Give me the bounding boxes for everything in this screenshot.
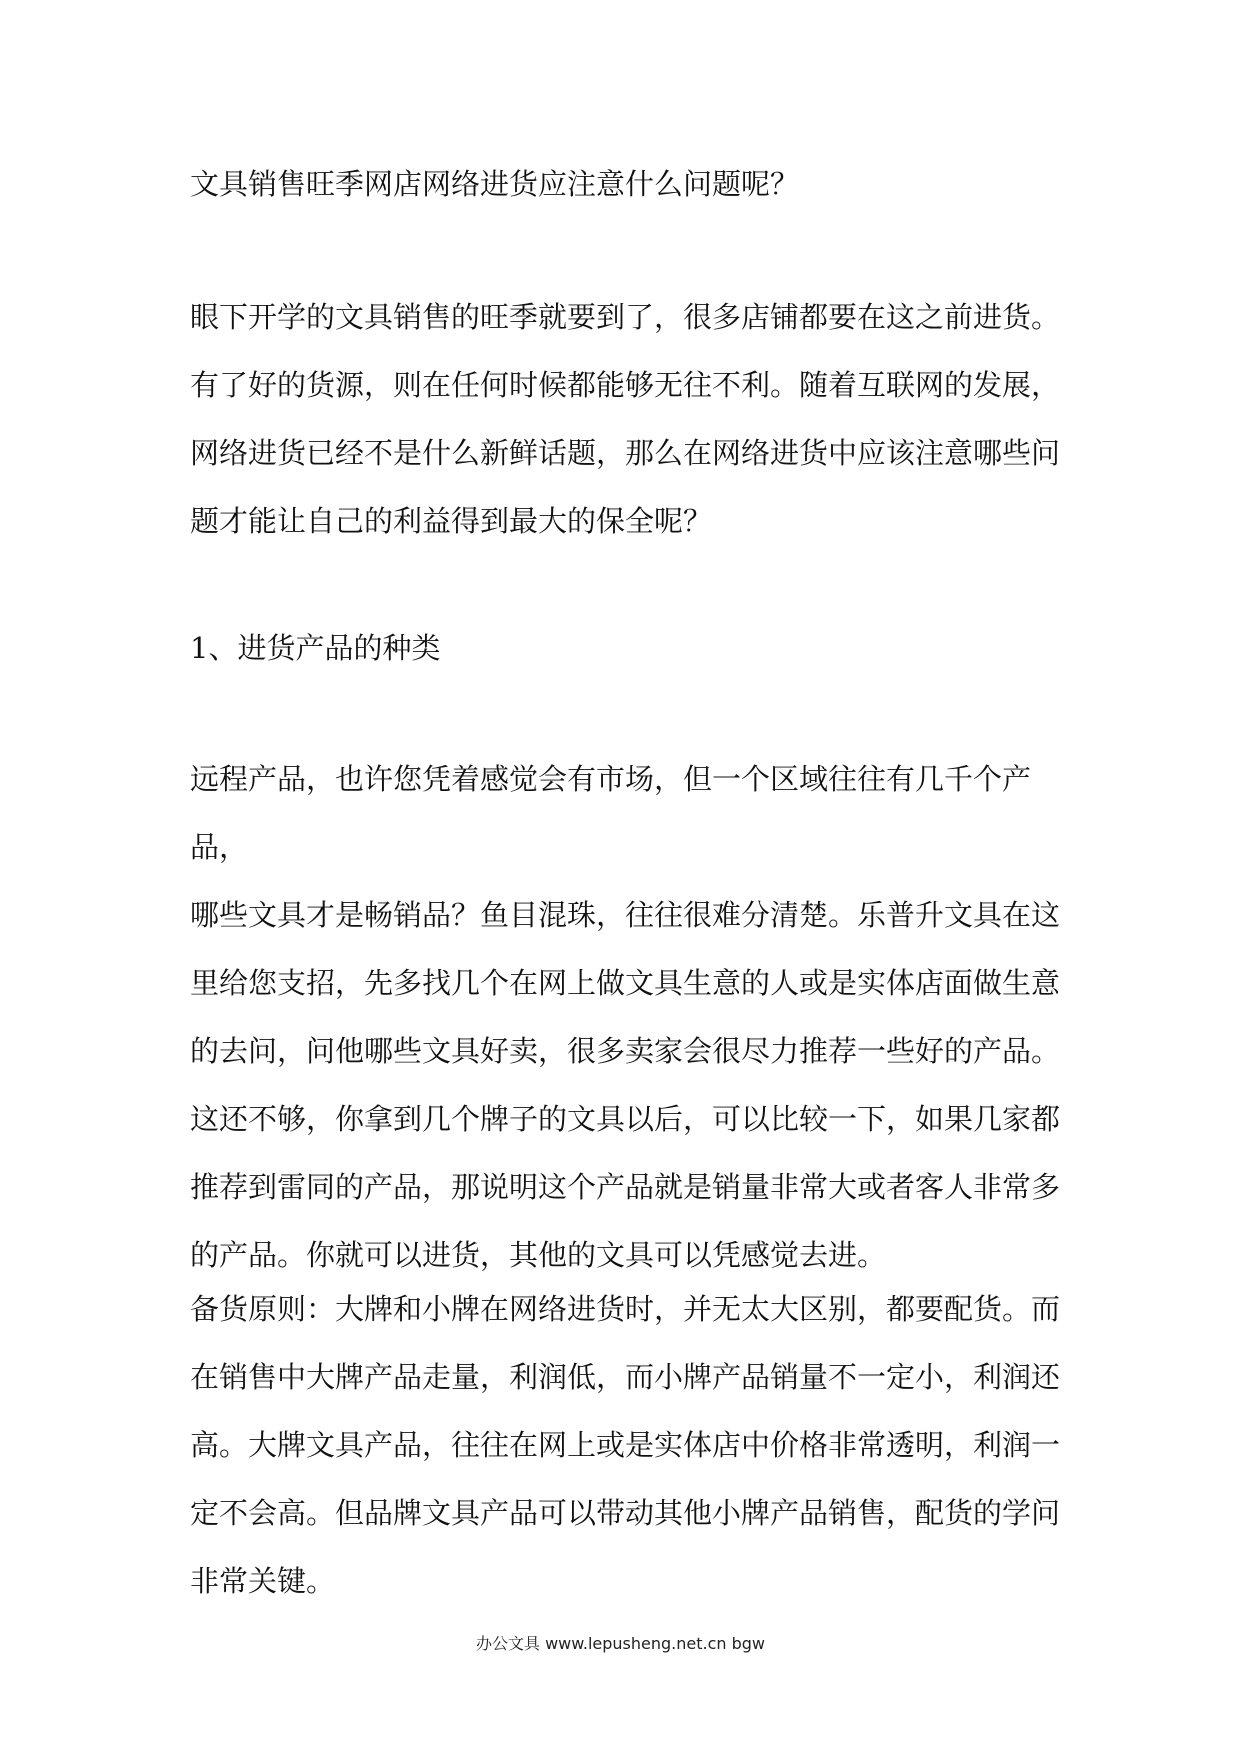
document-title: 文具销售旺季网店网络进货应注意什么问题呢？ xyxy=(190,167,800,201)
paragraph-product-types: 远程产品，也许您凭着感觉会有市场，但一个区域往往有几千个产品， 哪些文具才是畅销品？鱼目混珠，往往很难分清楚。乐普升文具在这 里给您支招，先多找几个在网上做文具生意的人或是实体店面做生意 的去问，问他哪些文具好卖，很多卖家会很尽力推荐一些好的产品。 这还不够，你拿到几个牌子的文具以后，可以比较一下，如果几家都 推荐到雷同的产品，那说明这个产品就是销量非常大或者客人非常多 的产品。你就可以进货，其他的文具可以凭感觉去进。 xyxy=(190,762,1061,1272)
footer-label: 办公文具 xyxy=(475,1634,546,1653)
page-footer xyxy=(0,1634,1241,1654)
section-heading-1: 1、进货产品的种类 xyxy=(190,631,441,665)
footer-url: www.lepusheng.net.cn bgw xyxy=(545,1634,766,1653)
paragraph-intro: 眼下开学的文具销售的旺季就要到了，很多店铺都要在这之前进货。 有了好的货源，则在任何时候都能够无往不利。随着互联网的发展， 网络进货已经不是什么新鲜话题，那么在网络进货中应该注意哪些问 题才能让自己的利益得到最大的保全呢？ xyxy=(190,300,1061,538)
paragraph-stocking-principle: 备货原则：大牌和小牌在网络进货时，并无太大区别，都要配货。而 在销售中大牌产品走量，利润低，而小牌产品销量不一定小，利润还 高。大牌文具产品，往往在网上或是实体店中价格非常透明，利润一 定不会高。但品牌文具产品可以带动其他小牌产品销售，配货的学问 非常关键。 xyxy=(190,1292,1061,1598)
